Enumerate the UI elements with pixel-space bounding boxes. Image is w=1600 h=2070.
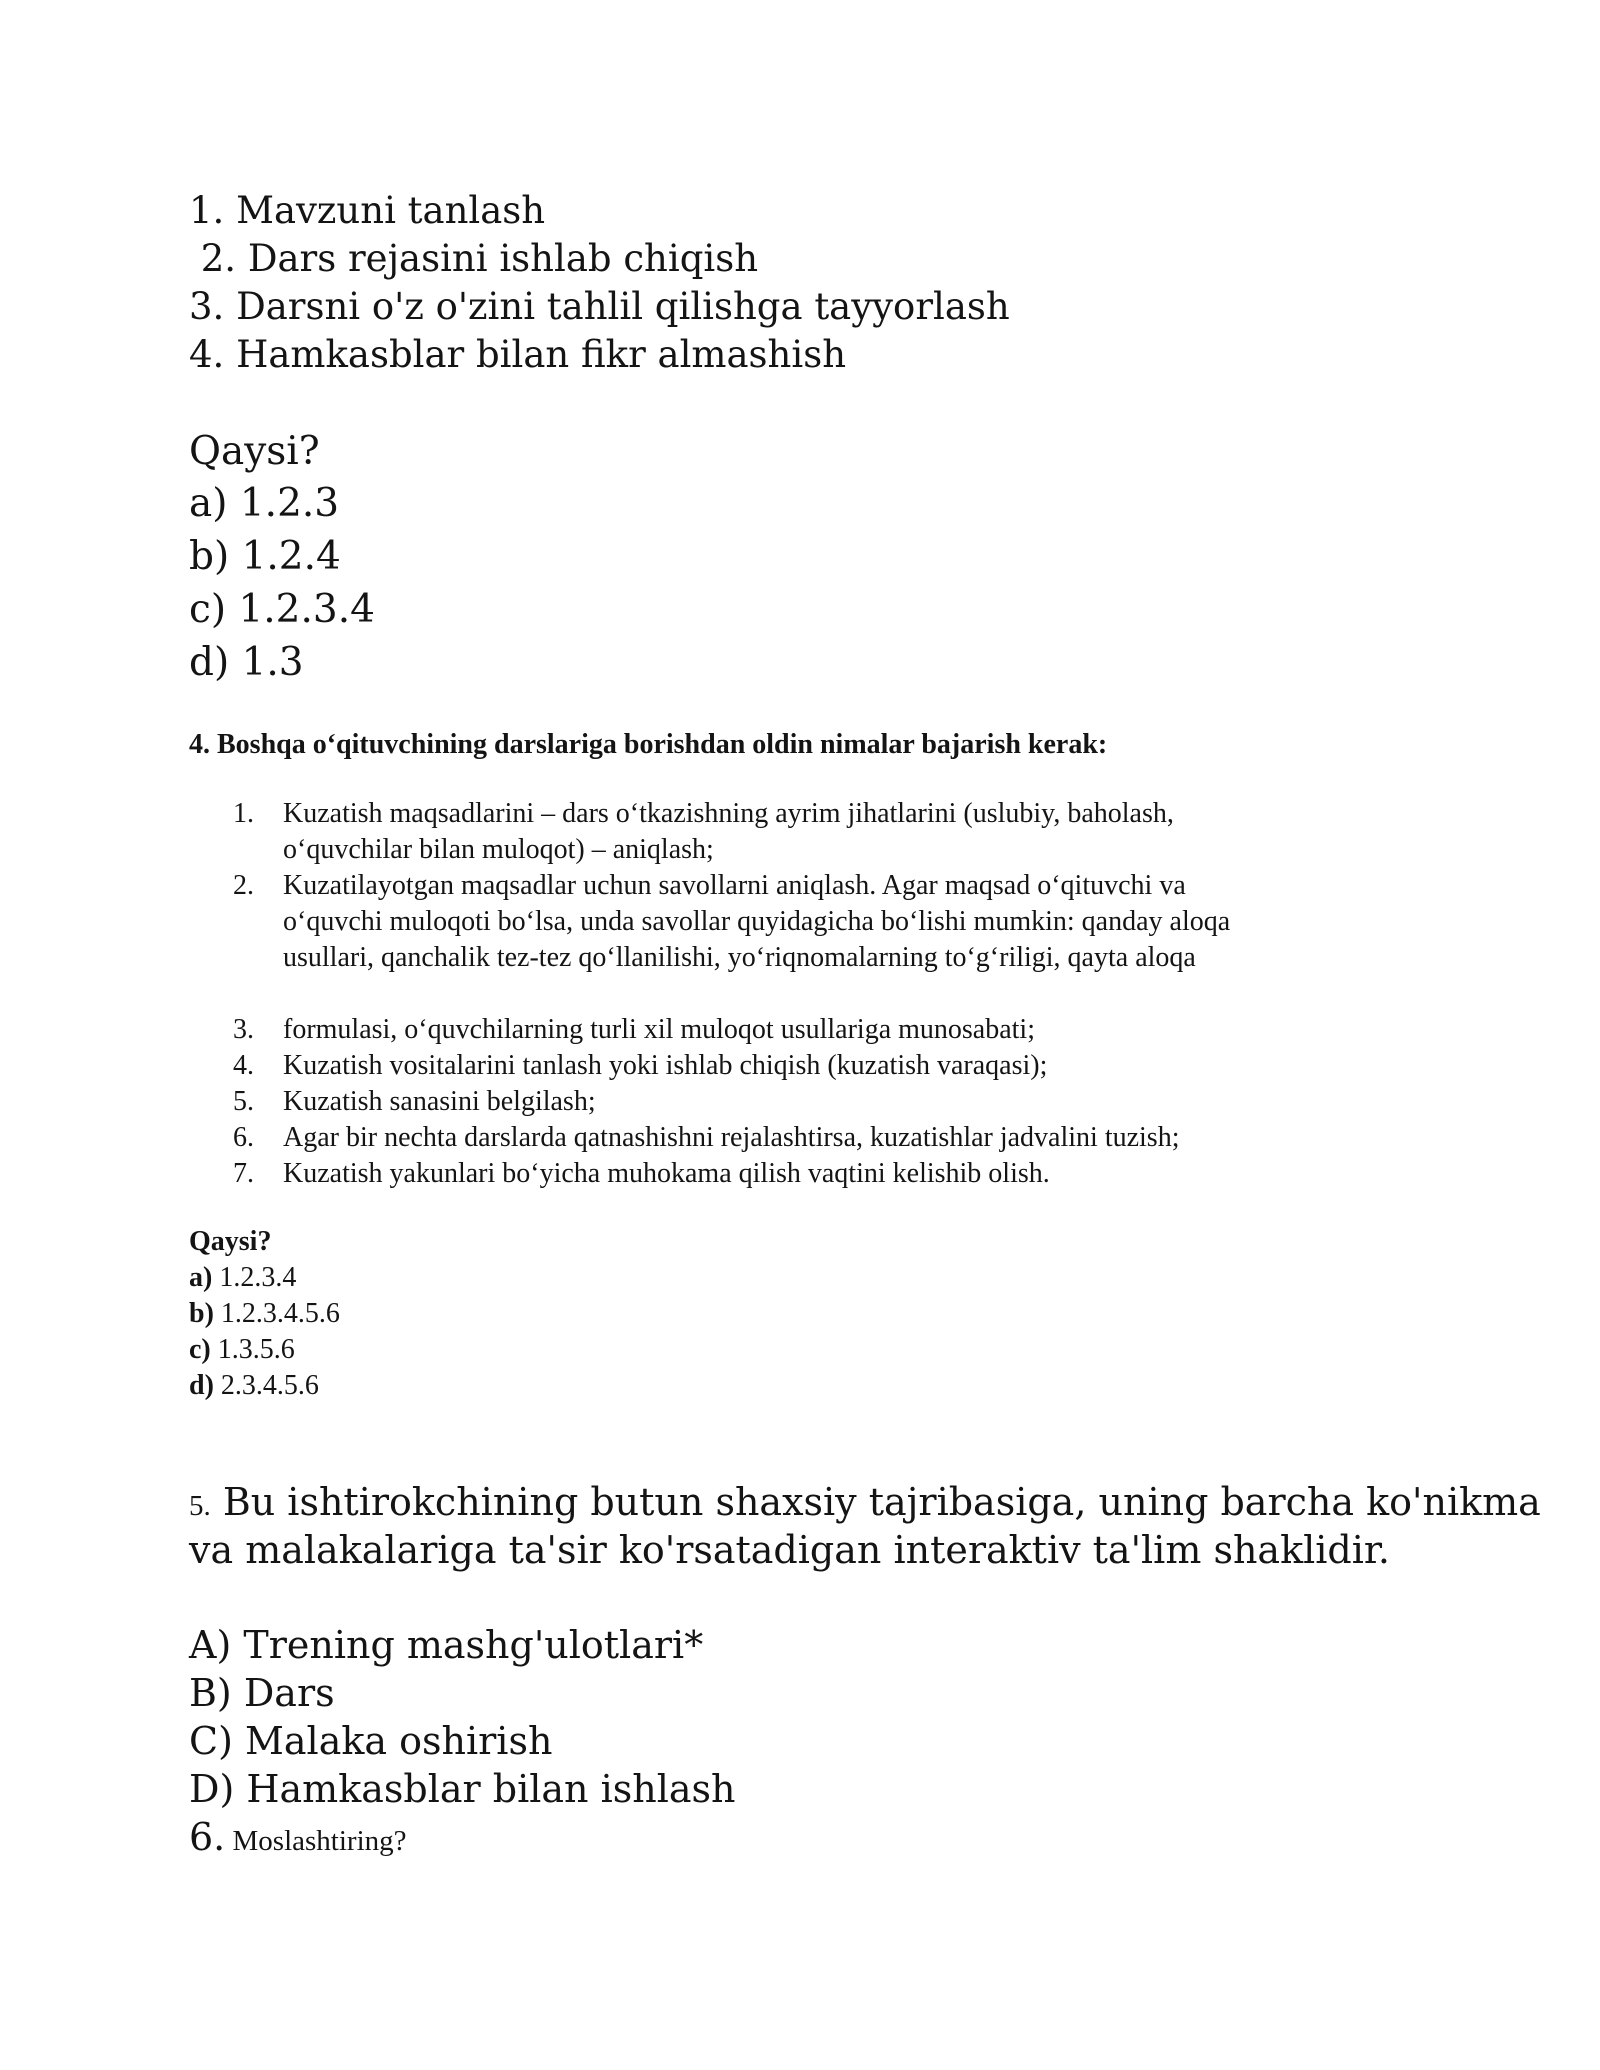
option-b: b) 1.2.4 <box>189 534 341 579</box>
list-text: o‘quvchilar bilan muloqot) – aniqlash; <box>283 834 714 865</box>
question-5-line-1 <box>189 1480 1541 1524</box>
question-text: Moslashtiring? <box>225 1825 407 1857</box>
q5-option-d: D) Hamkasblar bilan ishlash <box>189 1767 736 1811</box>
list-text: formulasi, o‘quvchilarning turli xil muloqot usullariga munosabati; <box>283 1014 1035 1045</box>
question-label: Qaysi? <box>189 429 320 474</box>
list-text: Kuzatilayotgan maqsadlar uchun savollarni aniqlash. Agar maqsad o‘qituvchi va <box>283 870 1186 901</box>
question-6 <box>189 1815 407 1859</box>
option-letter: c) <box>189 1334 211 1365</box>
question-4-title: 4. Boshqa o‘qituvchining darslariga borishdan oldin nimalar bajarish kerak: <box>189 729 1108 760</box>
option-letter: b) <box>189 1298 214 1329</box>
q5-option-b: B) Dars <box>189 1671 335 1715</box>
option-value: 1.3.5.6 <box>210 1334 295 1365</box>
q4-option-a <box>189 1264 296 1292</box>
q5-option-a: A) Trening mashg'ulotlari* <box>189 1623 704 1667</box>
list-number: 6. <box>233 1122 254 1153</box>
option-value: 2.3.4.5.6 <box>213 1370 319 1401</box>
option-value: 1.2.3.4.5.6 <box>213 1298 340 1329</box>
question-5-line-2: va malakalariga ta'sir ko'rsatadigan interaktiv ta'lim shaklidir. <box>189 1528 1390 1572</box>
list-text: Kuzatish yakunlari bo‘yicha muhokama qilish vaqtini kelishib olish. <box>283 1158 1050 1189</box>
step-item-4: 4. Hamkasblar bilan fikr almashish <box>189 333 847 376</box>
question-text: Bu ishtirokchining butun shaxsiy tajribasiga, uning barcha ko'nikma <box>210 1480 1541 1524</box>
option-d: d) 1.3 <box>189 640 304 685</box>
step-item-3: 3. Darsni o'z o'zini tahlil qilishga tayyorlash <box>189 285 1010 328</box>
list-number: 1. <box>233 798 254 829</box>
option-letter: a) <box>189 1262 213 1293</box>
q4-option-d <box>189 1372 319 1400</box>
question-4-label: Qaysi? <box>189 1226 272 1257</box>
list-text: o‘quvchi muloqoti bo‘lsa, unda savollar quyidagicha bo‘lishi mumkin: qanday aloqa <box>283 906 1231 937</box>
question-number: 6. <box>189 1815 226 1859</box>
list-text: Kuzatish sanasini belgilash; <box>283 1086 596 1117</box>
q5-option-c: C) Malaka oshirish <box>189 1719 553 1763</box>
list-number: 4. <box>233 1050 254 1081</box>
q4-option-b <box>189 1300 340 1328</box>
list-number: 7. <box>233 1158 254 1189</box>
list-text: Kuzatish maqsadlarini – dars o‘tkazishning ayrim jihatlarini (uslubiy, baholash, <box>283 798 1174 829</box>
list-number: 5. <box>233 1086 254 1117</box>
option-c: c) 1.2.3.4 <box>189 587 375 632</box>
q4-option-c <box>189 1336 295 1364</box>
list-text: Kuzatish vositalarini tanlash yoki ishlab chiqish (kuzatish varaqasi); <box>283 1050 1048 1081</box>
list-text: usullari, qanchalik tez-tez qo‘llanilishi, yo‘riqnomalarning to‘g‘riligi, qayta aloqa <box>283 942 1196 973</box>
list-number: 2. <box>233 870 254 901</box>
question-number: 5. <box>189 1490 211 1522</box>
option-value: 1.2.3.4 <box>212 1262 297 1293</box>
list-text: Agar bir nechta darslarda qatnashishni rejalashtirsa, kuzatishlar jadvalini tuzish; <box>283 1122 1180 1153</box>
step-item-2: 2. Dars rejasini ishlab chiqish <box>189 237 759 280</box>
option-a: a) 1.2.3 <box>189 481 340 526</box>
list-number: 3. <box>233 1014 254 1045</box>
option-letter: d) <box>189 1370 214 1401</box>
step-item-1: 1. Mavzuni tanlash <box>189 189 546 232</box>
